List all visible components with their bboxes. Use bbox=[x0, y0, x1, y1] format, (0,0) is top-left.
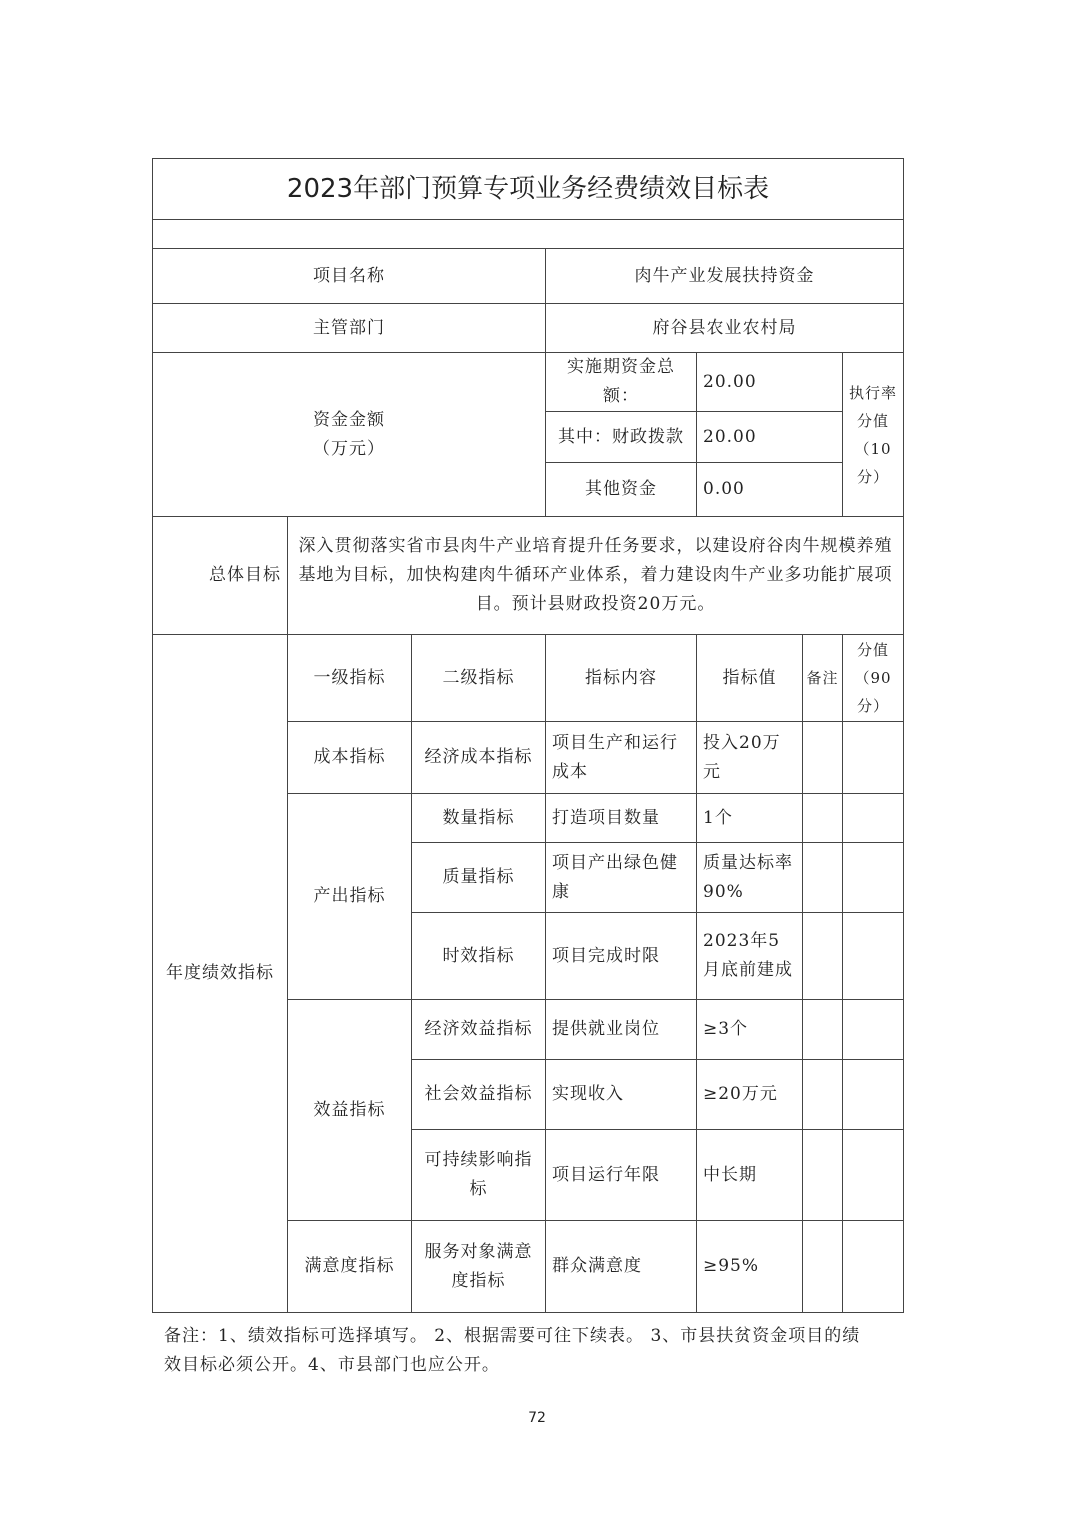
timeliness-l2: 时效指标 bbox=[412, 913, 546, 1000]
header-score: 分值（90分） bbox=[843, 635, 904, 722]
quality-remark bbox=[803, 843, 843, 913]
footnote: 备注：1、绩效指标可选择填写。 2、根据需要可往下续表。 3、市县扶贫资金项目的绩效目标必须公开。4、市县部门也应公开。 bbox=[164, 1326, 861, 1375]
satisfaction-value: ≥95% bbox=[697, 1221, 803, 1313]
social-l2: 社会效益指标 bbox=[412, 1060, 546, 1130]
timeliness-content: 项目完成时限 bbox=[546, 913, 697, 1000]
quantity-content: 打造项目数量 bbox=[546, 794, 697, 843]
fund-total-value: 20.00 bbox=[697, 353, 843, 412]
table-title: 2023年部门预算专项业务经费绩效目标表 bbox=[153, 159, 904, 220]
satisfaction-content: 群众满意度 bbox=[546, 1221, 697, 1313]
output-l1: 产出指标 bbox=[288, 794, 412, 1000]
fund-amount-label bbox=[153, 353, 546, 517]
timeliness-remark bbox=[803, 913, 843, 1000]
fund-other-value: 0.00 bbox=[697, 463, 843, 517]
sustainable-remark bbox=[803, 1130, 843, 1221]
header-level2: 二级指标 bbox=[412, 635, 546, 722]
goal-label: 总体目标 bbox=[153, 517, 288, 635]
dept-value: 府谷县农业农村局 bbox=[546, 304, 904, 353]
economic-l2: 经济效益指标 bbox=[412, 1000, 546, 1060]
performance-target-table bbox=[152, 158, 904, 1313]
fund-fiscal-value: 20.00 bbox=[697, 412, 843, 463]
cost-l2: 经济成本指标 bbox=[412, 722, 546, 794]
header-content: 指标内容 bbox=[546, 635, 697, 722]
annual-indicators-label: 年度绩效指标 bbox=[153, 635, 288, 1313]
fund-total-label: 实施期资金总额： bbox=[546, 353, 697, 412]
timeliness-score bbox=[843, 913, 904, 1000]
social-remark bbox=[803, 1060, 843, 1130]
quantity-value: 1个 bbox=[697, 794, 803, 843]
fund-other-label: 其他资金 bbox=[546, 463, 697, 517]
sustainable-l2: 可持续影响指标 bbox=[412, 1130, 546, 1221]
quality-content: 项目产出绿色健康 bbox=[546, 843, 697, 913]
satisfaction-remark bbox=[803, 1221, 843, 1313]
fund-fiscal-label: 其中：财政拨款 bbox=[546, 412, 697, 463]
blank-row bbox=[153, 220, 904, 249]
dept-label: 主管部门 bbox=[153, 304, 546, 353]
quantity-l2: 数量指标 bbox=[412, 794, 546, 843]
sustainable-score bbox=[843, 1130, 904, 1221]
social-score bbox=[843, 1060, 904, 1130]
fund-label: 资金金额 bbox=[313, 409, 385, 430]
quantity-score bbox=[843, 794, 904, 843]
header-value: 指标值 bbox=[697, 635, 803, 722]
social-content: 实现收入 bbox=[546, 1060, 697, 1130]
economic-remark bbox=[803, 1000, 843, 1060]
header-remark: 备注 bbox=[803, 635, 843, 722]
exec-score-label: 执行率分值（10分） bbox=[843, 353, 904, 517]
economic-value: ≥3个 bbox=[697, 1000, 803, 1060]
economic-score bbox=[843, 1000, 904, 1060]
cost-remark bbox=[803, 722, 843, 794]
sustainable-content: 项目运行年限 bbox=[546, 1130, 697, 1221]
page-number: 72 bbox=[528, 1410, 546, 1426]
cost-content: 项目生产和运行成本 bbox=[546, 722, 697, 794]
project-name-value: 肉牛产业发展扶持资金 bbox=[546, 249, 904, 304]
quality-l2: 质量指标 bbox=[412, 843, 546, 913]
economic-content: 提供就业岗位 bbox=[546, 1000, 697, 1060]
cost-l1: 成本指标 bbox=[288, 722, 412, 794]
satisfaction-score bbox=[843, 1221, 904, 1313]
quantity-remark bbox=[803, 794, 843, 843]
social-value: ≥20万元 bbox=[697, 1060, 803, 1130]
timeliness-value: 2023年5月底前建成 bbox=[697, 913, 803, 1000]
fund-unit: （万元） bbox=[313, 438, 385, 459]
cost-score bbox=[843, 722, 904, 794]
satisfaction-l1: 满意度指标 bbox=[288, 1221, 412, 1313]
header-level1: 一级指标 bbox=[288, 635, 412, 722]
satisfaction-l2: 服务对象满意度指标 bbox=[412, 1221, 546, 1313]
benefit-l1: 效益指标 bbox=[288, 1000, 412, 1221]
cost-value: 投入20万元 bbox=[697, 722, 803, 794]
sustainable-value: 中长期 bbox=[697, 1130, 803, 1221]
goal-text: 深入贯彻落实省市县肉牛产业培育提升任务要求，以建设府谷肉牛规模养殖基地为目标，加快构建肉牛循环产业体系，着力建设肉牛产业多功能扩展项目。预计县财政投资20万元。 bbox=[288, 517, 904, 635]
quality-value: 质量达标率90% bbox=[697, 843, 803, 913]
project-name-label: 项目名称 bbox=[153, 249, 546, 304]
quality-score bbox=[843, 843, 904, 913]
